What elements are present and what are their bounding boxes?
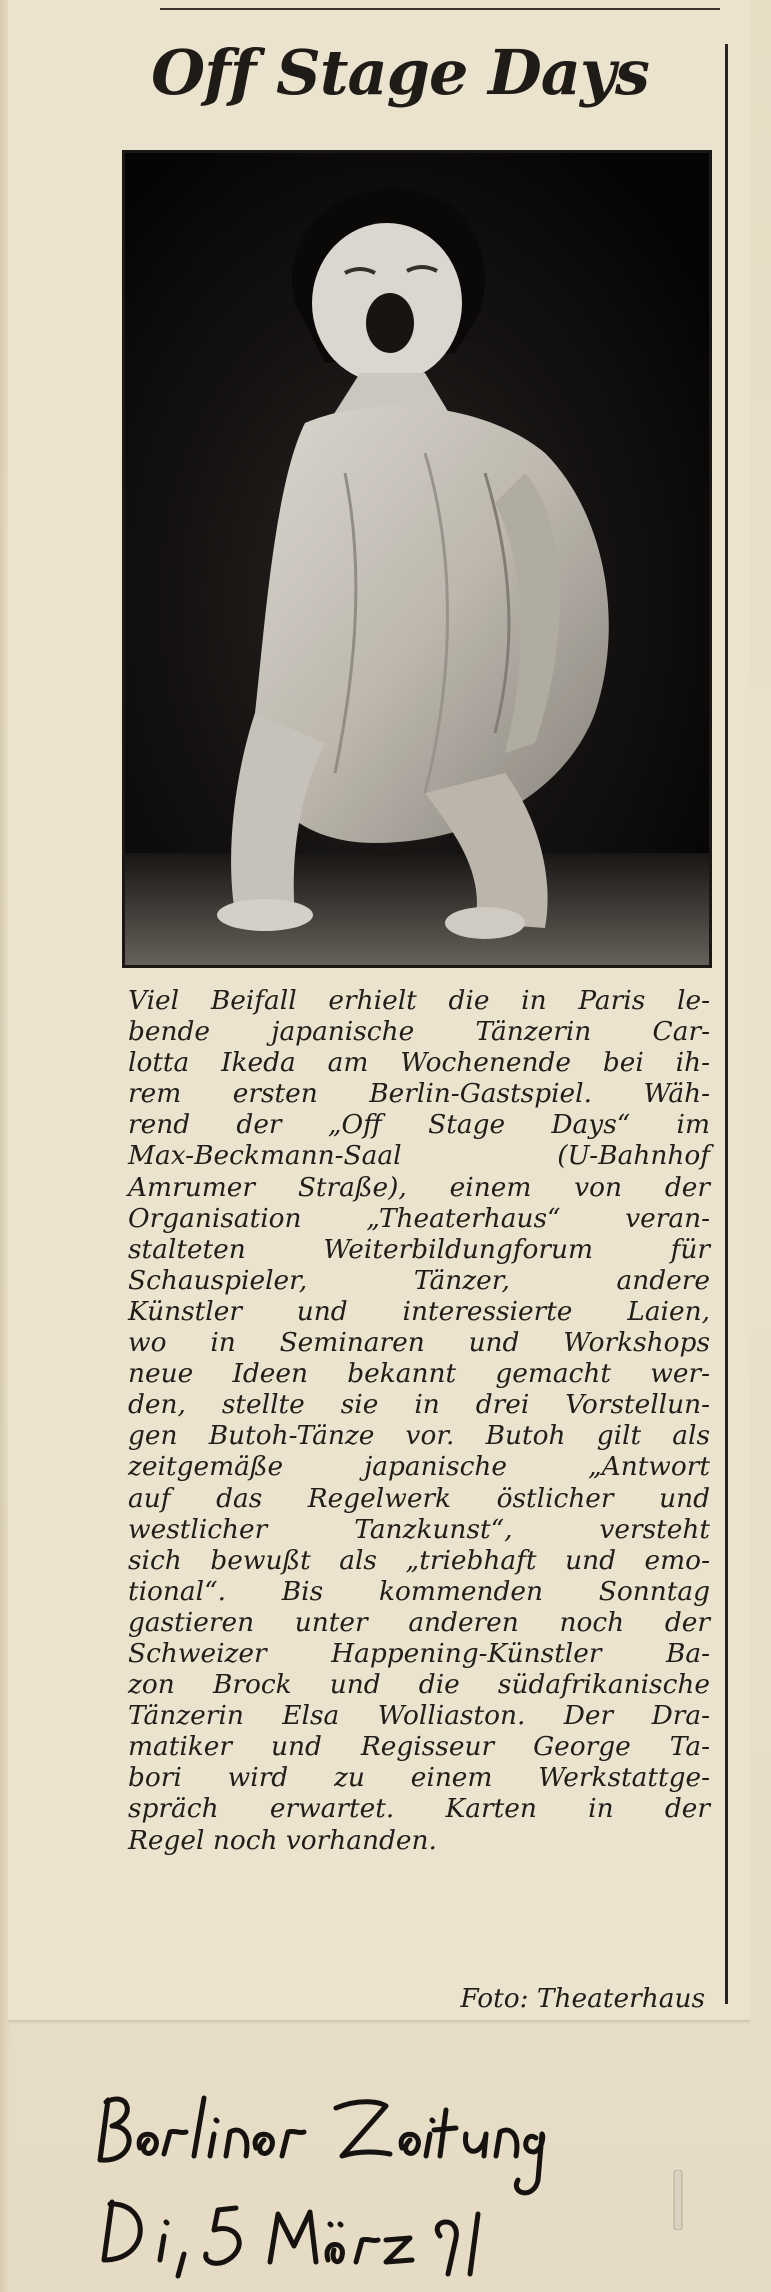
caption-line: westlicher Tanzkunst“, versteht [128, 1513, 710, 1545]
caption-line: gastieren unter anderen noch der [128, 1606, 710, 1638]
photo-credit: Foto: Theaterhaus [460, 1983, 705, 2014]
caption-line: Regel noch vorhanden. [128, 1824, 437, 1856]
caption-line: Organisation „Theaterhaus“ veran- [128, 1202, 710, 1234]
caption-line: stalteten Weiterbildungforum für [128, 1233, 710, 1265]
article-headline: Off Stage Days [151, 36, 649, 109]
photo-caption [128, 985, 710, 1856]
caption-line: spräch erwartet. Karten in der [128, 1793, 710, 1825]
caption-line: rem ersten Berlin-Gastspiel. Wäh- [128, 1078, 710, 1110]
caption-line: Tänzerin Elsa Wolliaston. Der Dra- [128, 1700, 710, 1732]
caption-line: sich bewußt als „triebhaft und emo- [128, 1544, 710, 1576]
handwritten-source-note [90, 2090, 610, 2290]
caption-line: Künstler und interessierte Laien, [128, 1295, 710, 1327]
dancer-photo-illustration [125, 153, 709, 965]
caption-line: Schweizer Happening-Künstler Ba- [128, 1637, 710, 1669]
caption-line: rend der „Off Stage Days“ im [128, 1109, 710, 1141]
caption-line: lotta Ikeda am Wochenende bei ih- [128, 1047, 710, 1079]
caption-line: Viel Beifall erhielt die in Paris le- [128, 985, 710, 1016]
staple-mark [668, 2170, 688, 2230]
dancer-photo [122, 150, 712, 968]
caption-line: den, stellte sie in drei Vorstellun- [128, 1389, 710, 1421]
caption-line: auf das Regelwerk östlicher und [128, 1482, 710, 1514]
caption-line: zon Brock und die südafrikanische [128, 1669, 710, 1701]
clipping-bottom-edge [8, 2020, 750, 2024]
caption-line: bori wird zu einem Werkstattge- [128, 1762, 710, 1794]
column-rule-right [725, 44, 728, 2004]
caption-line: zeitgemäße japanische „Antwort [128, 1451, 710, 1483]
caption-line: gen Butoh-Tänze vor. Butoh gilt als [128, 1420, 710, 1452]
column-rule-top [160, 8, 720, 10]
caption-line: bende japanische Tänzerin Car- [128, 1016, 710, 1048]
caption-line: tional“. Bis kommenden Sonntag [128, 1575, 710, 1607]
caption-line: wo in Seminaren und Workshops [128, 1327, 710, 1359]
caption-line: Schauspieler, Tänzer, andere [128, 1264, 710, 1296]
caption-line: matiker und Regisseur George Ta- [128, 1731, 710, 1763]
caption-line: Amrumer Straße), einem von der [128, 1171, 710, 1203]
caption-line: Max-Beckmann-Saal (U-Bahnhof [128, 1140, 710, 1172]
caption-line: neue Ideen bekannt gemacht wer- [128, 1358, 710, 1390]
